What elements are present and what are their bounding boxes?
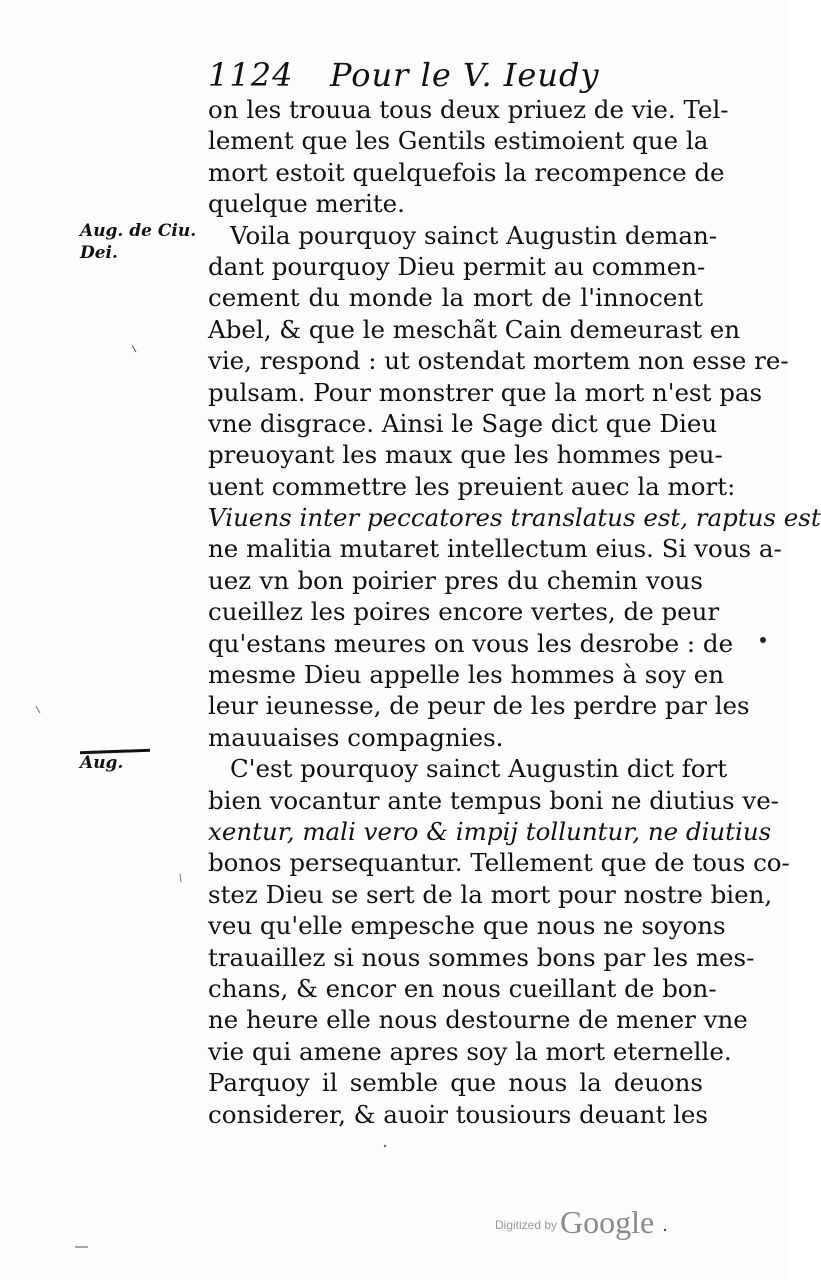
text-line: Parquoy il semble que nous la deuons	[208, 1068, 703, 1098]
text-line: trauaillez si nous sommes bons par les mes-	[208, 942, 755, 972]
page-header	[208, 56, 708, 96]
body-text	[208, 94, 821, 1130]
running-title: Pour le V. Ieudy	[330, 56, 600, 94]
text-line: ne malitia mutaret intellectum eius. Si vous a-	[208, 534, 782, 564]
text-line: veu qu'elle empesche que nous ne soyons	[208, 911, 726, 941]
margin-note-augustine: Aug.	[80, 753, 124, 773]
text-line: C'est pourquoy sainct Augustin dict fort	[230, 754, 728, 784]
text-line: leur ieunesse, de peur de les perdre par les	[208, 691, 750, 721]
text-line: ne heure elle nous destourne de mener vne	[208, 1005, 748, 1035]
text-line: cueillez les poires encore vertes, de peur	[208, 597, 720, 627]
text-line: vie qui amene apres soy la mort eternelle.	[208, 1036, 732, 1066]
text-line: mort estoit quelquefois la recompence de	[208, 157, 725, 187]
text-line: quelque merite.	[208, 189, 405, 219]
text-line: chans, & encor en nous cueillant de bon-	[208, 973, 717, 1003]
text-line: dant pourquoy Dieu permit au commen-	[208, 251, 706, 281]
margin-note-augustine-civitas: Aug. de Ciu. Dei.	[80, 221, 197, 263]
text-line: Voila pourquoy sainct Augustin deman-	[230, 220, 718, 250]
text-line: mesme Dieu appelle les hommes à soy en	[208, 660, 724, 690]
text-line: on les trouua tous deux priuez de vie. Tel-	[208, 95, 729, 124]
text-line: bien vocantur ante tempus boni ne diutius ve-	[208, 785, 779, 815]
text-line: Abel, & que le meschãt Cain demeurast en	[208, 314, 741, 344]
text-line: cement du monde la mort de l'innocent	[208, 283, 703, 313]
text-line: preuoyant les maux que les hommes peu-	[208, 440, 723, 470]
text-line: vie, respond : ut ostendat mortem non esse re-	[208, 346, 789, 376]
text-line: considerer, & auoir tousiours deuant les	[208, 1099, 708, 1129]
google-watermark: Google	[560, 1204, 655, 1240]
page-number: 1124	[208, 56, 294, 94]
text-line-latin: xentur, mali vero & impij tolluntur, ne diutius	[208, 816, 772, 846]
text-line: vne disgrace. Ainsi le Sage dict que Dieu	[208, 408, 718, 438]
text-line: uez vn bon poirier pres du chemin vous	[208, 565, 703, 595]
text-line: stez Dieu se sert de la mort pour nostre bien,	[208, 879, 773, 909]
text-line: mauuaises compagnies.	[208, 722, 504, 752]
digitized-by-label: Digitized by	[495, 1218, 558, 1232]
text-line: uent commettre les preuient auec la mort:	[208, 471, 736, 501]
text-line-latin: Viuens inter peccatores translatus est, raptus est	[208, 503, 821, 533]
text-line: qu'estans meures on vous les desrobe : de	[208, 628, 734, 658]
text-line: bonos persequantur. Tellement que de tous co-	[208, 848, 790, 878]
text-line: pulsam. Pour monstrer que la mort n'est pas	[208, 377, 763, 407]
text-line: lement que les Gentils estimoient que la	[208, 126, 709, 156]
